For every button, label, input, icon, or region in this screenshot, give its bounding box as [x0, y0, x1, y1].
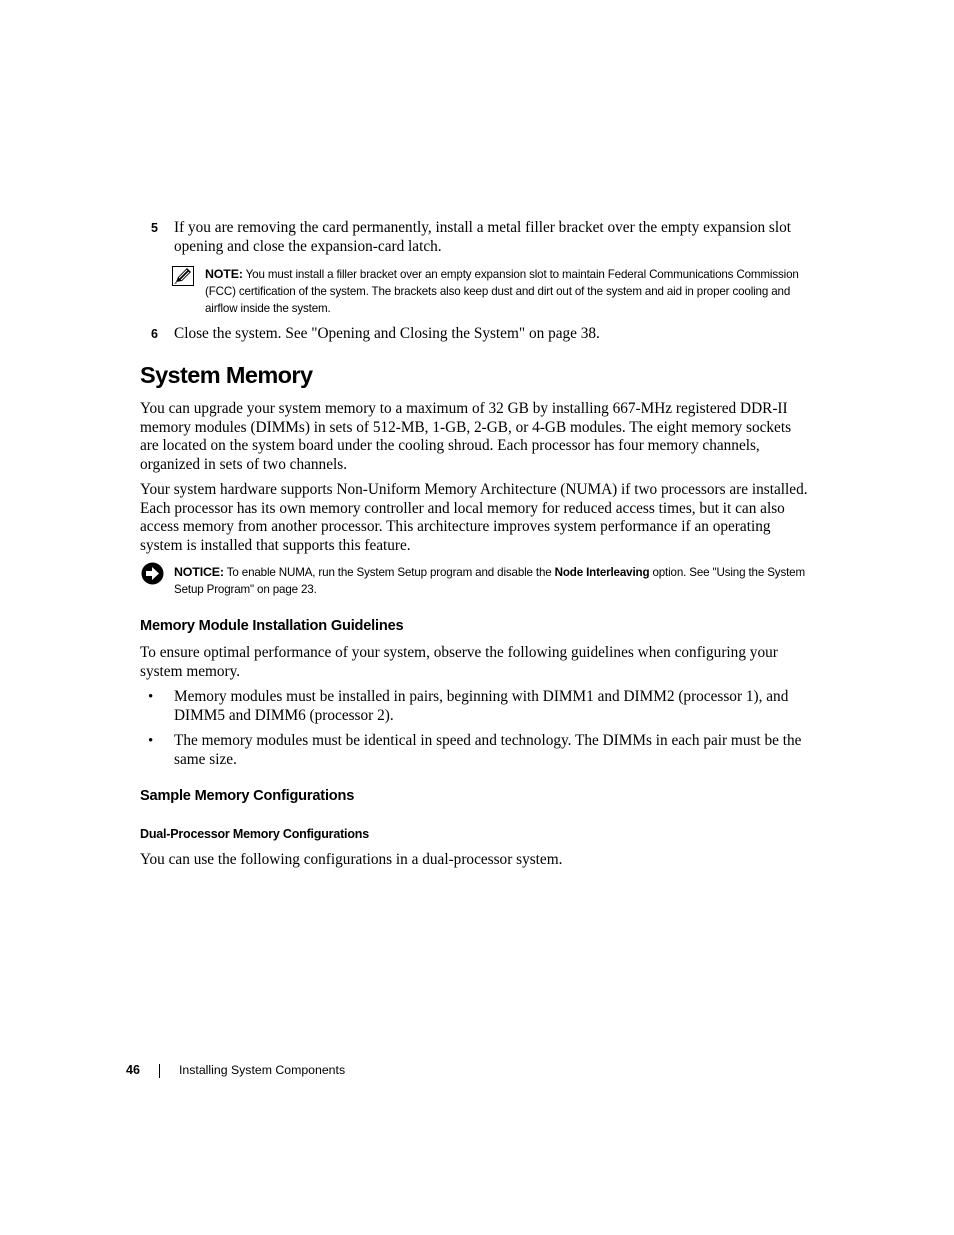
paragraph: To ensure optimal performance of your system, observe the following guidelines when configuring your system memory.	[140, 644, 778, 680]
pencil-note-icon	[172, 266, 194, 286]
bullet-marker: •	[148, 733, 154, 749]
section-title: System Memory	[140, 362, 313, 388]
step-text: Close the system. See "Opening and Closing the System" on page 38.	[174, 325, 600, 342]
note-text: You must install a filler bracket over an empty expansion slot to maintain Federal Communications Commission (FCC) certification of the system. The brackets also keep dust and dirt out of the system and aid in proper cooling and airflow inside the system.	[205, 268, 799, 315]
step-text: If you are removing the card permanently, install a metal filler bracket over the empty expansion slot opening and close the expansion-card latch.	[174, 219, 792, 255]
notice-text: option. See "Using the System Setup Program" on page 23.	[174, 566, 805, 596]
notice-arrow-icon	[141, 562, 164, 585]
notice-bold-term: Node Interleaving	[554, 566, 650, 579]
paragraph: Your system hardware supports Non-Uniform Memory Architecture (NUMA) if two processors are installed. Each processor has its own memory controller and local memory for reduced access times, but it can also access memory from another processor. This architecture improves system performance if an operating system is installed that supports this feature.	[140, 481, 808, 555]
bullet-item: Memory modules must be installed in pairs, beginning with DIMM1 and DIMM2 (processor 1), and DIMM5 and DIMM6 (processor 2).	[174, 688, 789, 724]
bullet-item: The memory modules must be identical in speed and technology. The DIMMs in each pair must be the same size.	[174, 732, 802, 768]
note-label: NOTE:	[205, 267, 243, 281]
sample-subheading: Dual-Processor Memory Configurations	[140, 827, 369, 841]
footer-divider	[159, 1064, 160, 1078]
notice-text: To enable NUMA, run the System Setup program and disable the	[223, 566, 555, 579]
notice-block	[174, 564, 814, 598]
paragraph: You can use the following configurations in a dual-processor system.	[140, 851, 563, 868]
footer-section-name: Installing System Components	[179, 1063, 346, 1077]
step-number: 5	[151, 221, 158, 235]
note-block	[205, 266, 817, 317]
paragraph: You can upgrade your system memory to a maximum of 32 GB by installing 667-MHz registered DDR-II memory modules (DIMMs) in sets of 512-MB, 1-GB, 2-GB, or 4-GB modules. The eight memory sockets are located on the system board under the cooling shroud. Each processor has four memory channels, organized in sets of two channels.	[140, 400, 792, 474]
guidelines-heading: Memory Module Installation Guidelines	[140, 618, 404, 634]
notice-label: NOTICE:	[174, 565, 224, 579]
step-number: 6	[151, 327, 158, 341]
page-number: 46	[126, 1063, 140, 1077]
sample-heading: Sample Memory Configurations	[140, 788, 355, 804]
bullet-marker: •	[148, 689, 154, 705]
